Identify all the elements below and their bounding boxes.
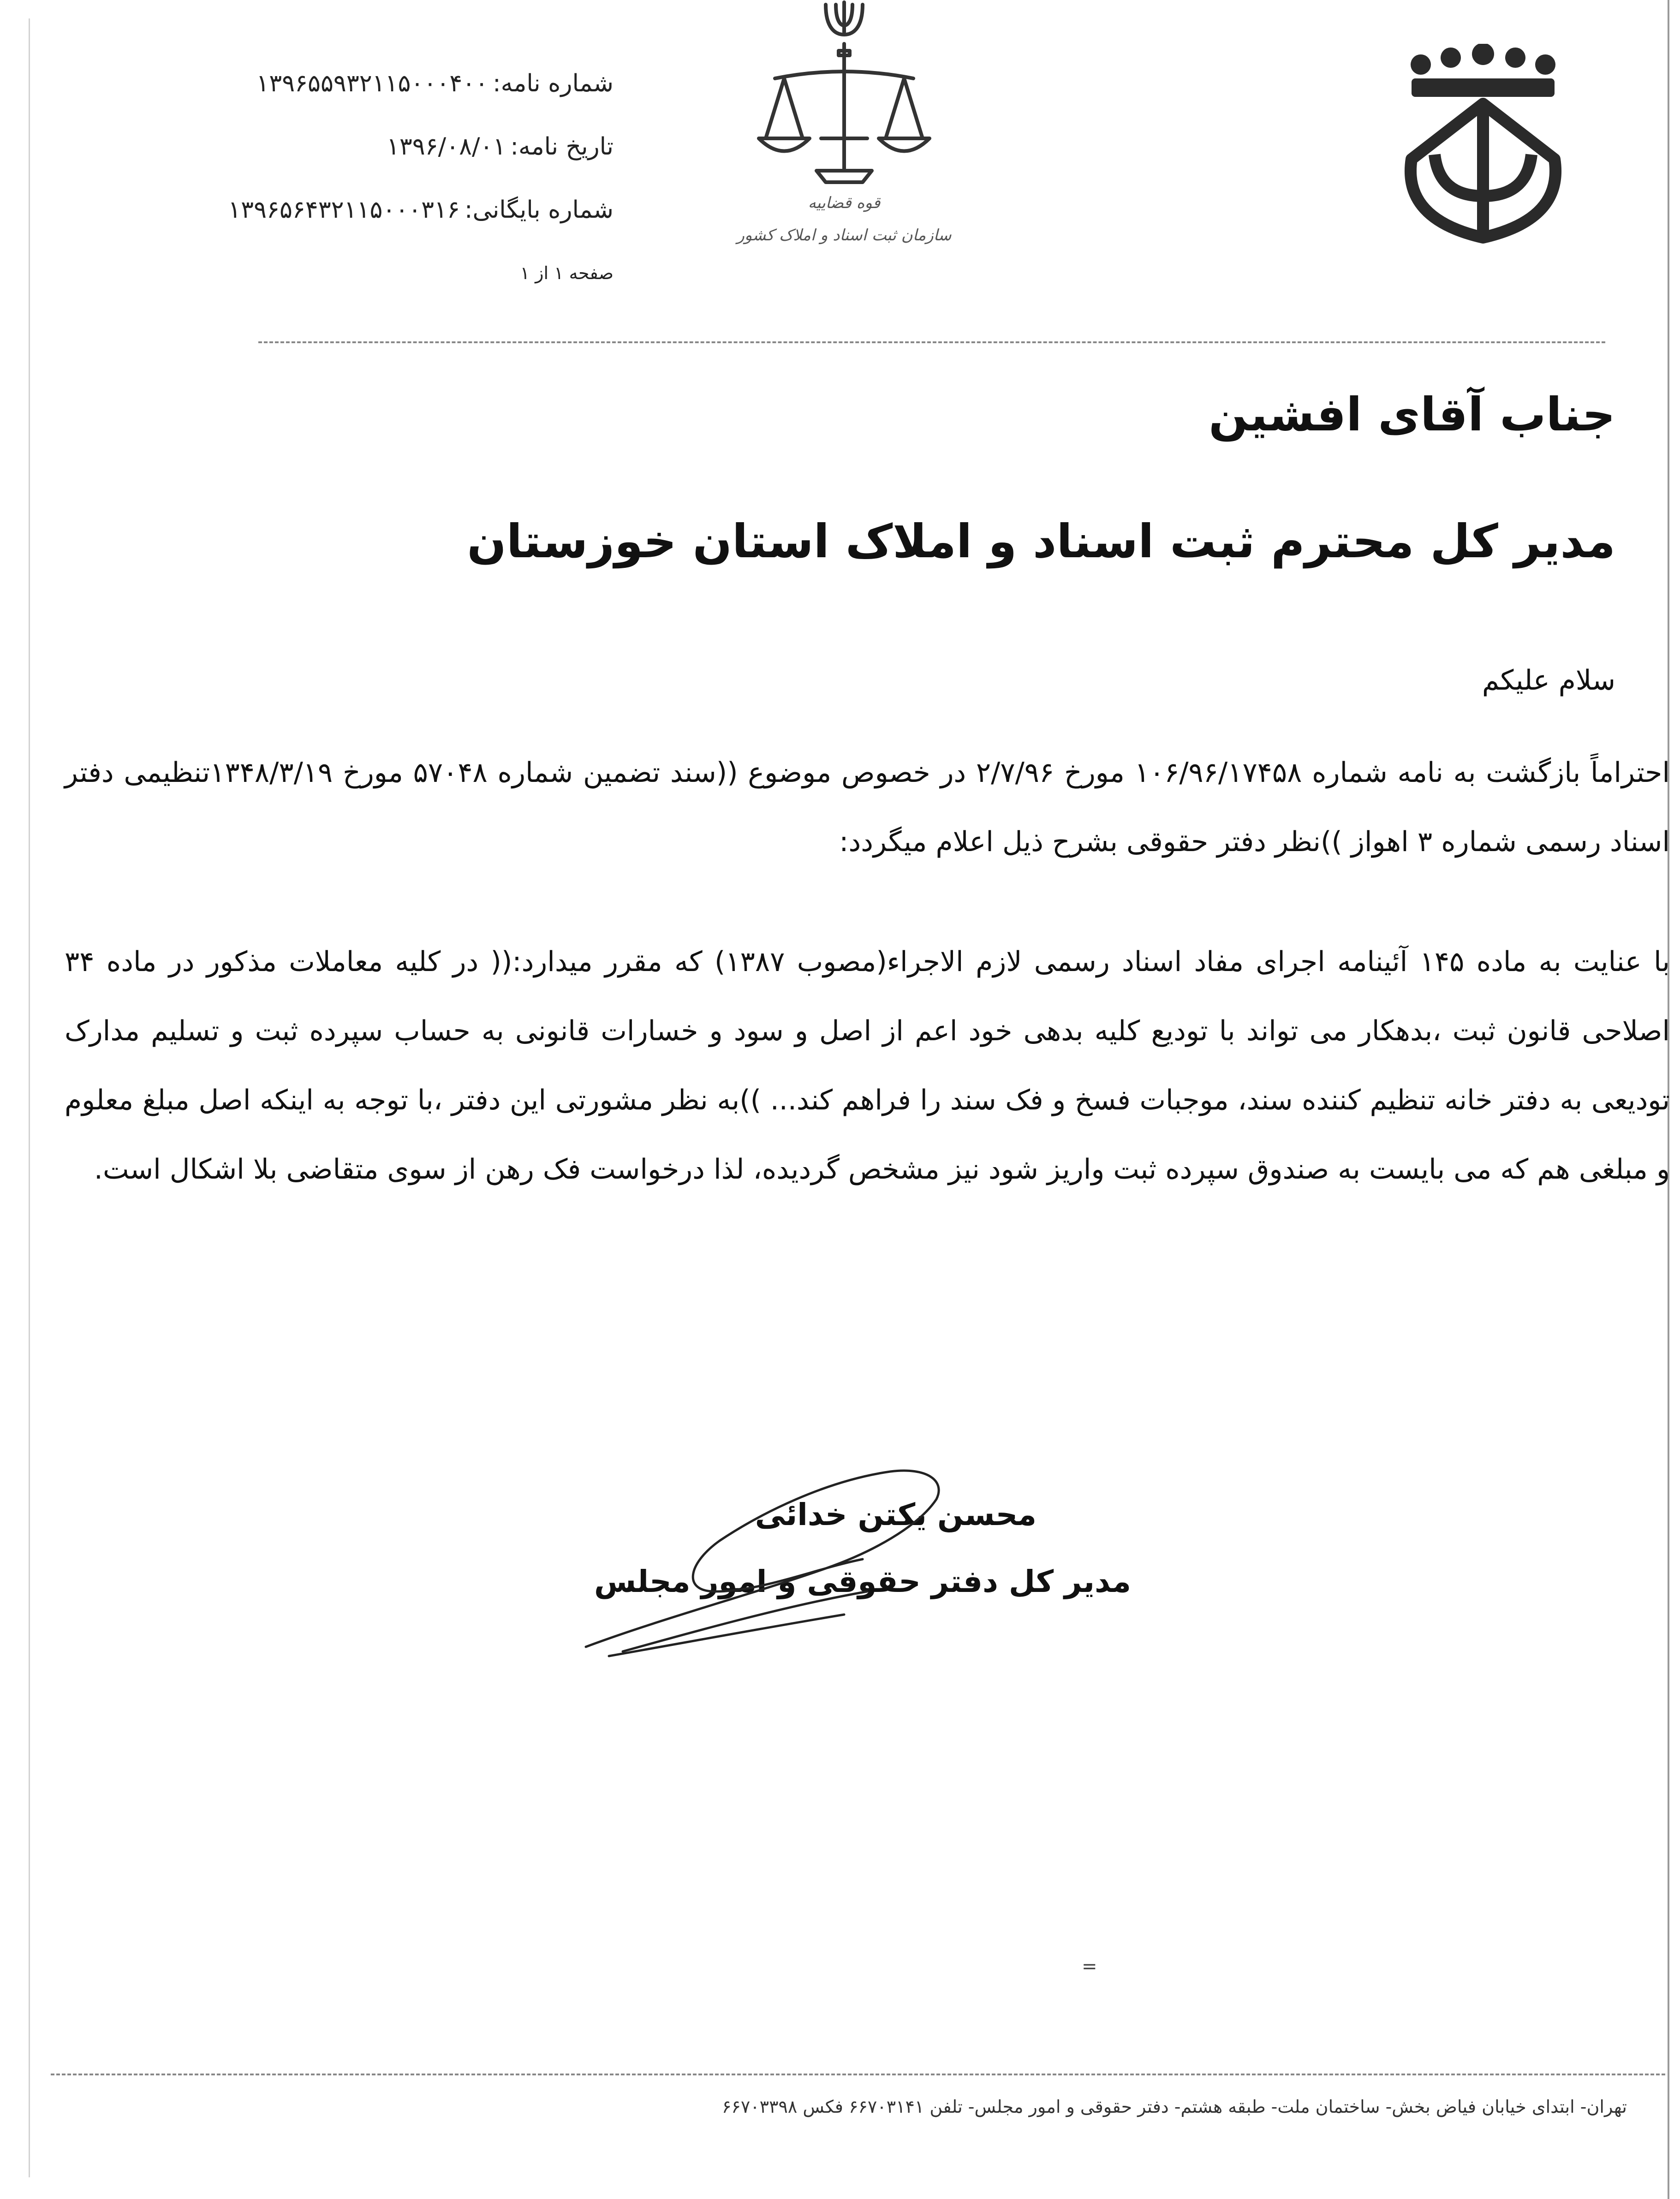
letter-number-row bbox=[69, 67, 614, 100]
page-count: صفحه ۱ از ۱ bbox=[520, 263, 614, 283]
body-paragraph-1: احتراماً بازگشت به نامه شماره ۱۰۶/۹۶/۱۷۴۵۸ مورخ ۲/۷/۹۶ در خصوص موضوع ((سند تضمین شماره ۵۷۰۴۸ مورخ ۱۳۴۸/۳/۱۹تنظیمی دفتر اسناد رسمی شماره ۳ اهواز ))نظر دفتر حقوقی بشرح ذیل اعلام میگردد: bbox=[65, 757, 1670, 858]
footer-divider bbox=[51, 2074, 1665, 2075]
signatory-title: مدیر کل دفتر حقوقی و امور مجلس bbox=[594, 1564, 1131, 1599]
page-edge-left bbox=[29, 18, 30, 2177]
footer-address: تهران- ابتدای خیابان فیاض بخش- ساختمان ملت- طبقه هشتم- دفتر حقوقی و امور مجلس- تلفن ۶۶۷۰۳۱۴۱ فکس ۶۶۷۰۳۳۹۸ bbox=[722, 2097, 1627, 2117]
emblem-line-1: قوه قضاییه bbox=[808, 194, 881, 212]
signatory-name: محسن یکتن خدائی bbox=[755, 1497, 1037, 1532]
letter-date-row bbox=[69, 130, 614, 163]
letter-date-label: تاریخ نامه: bbox=[510, 133, 614, 161]
letter-number: ۱۳۹۶۵۵۹۳۲۱۱۵۰۰۰۴۰۰ bbox=[256, 70, 489, 97]
addressee-name: جناب آقای افشین bbox=[1209, 387, 1615, 441]
archive-number-row bbox=[69, 193, 614, 226]
header-divider bbox=[258, 341, 1605, 343]
letter-meta bbox=[69, 67, 614, 290]
body-paragraph-2: با عنایت به ماده ۱۴۵ آئینامه اجرای مفاد اسناد رسمی لازم الاجراء(مصوب ۱۳۸۷) که مقرر میدارد:(( در کلیه معاملات مذکور در ماده ۳۴ اصلاحی قانون ثبت ،بدهکار می تواند با تودیع کلیه بدهی خود اعم از اصل و سود و خسارات قانونی به حساب سپرده ثبت و تسلیم مدارک تودیعی به دفتر خانه تنظیم کننده سند، موجبات فسخ و فک سند را فراهم کند... ))به نظر مشورتی این دفتر ،با توجه به اینکه اصل مبلغ معلوم و مبلغی هم که می بایست به صندوق سپرده ثبت واریز شود نیز مشخص گردیده، لذا درخواست فک رهن از سوی متقاضی بلا اشکال است. bbox=[65, 946, 1670, 1186]
organization-logo-icon bbox=[1384, 44, 1582, 247]
letter-number-label: شماره نامه: bbox=[493, 70, 614, 97]
letter-date: ۱۳۹۶/۰۸/۰۱ bbox=[386, 133, 506, 161]
handwritten-signature bbox=[567, 1453, 946, 1665]
addressee-title: مدیر کل محترم ثبت اسناد و املاک استان خوزستان bbox=[467, 514, 1615, 568]
archive-number: ۱۳۹۶۵۶۴۳۲۱۱۵۰۰۰۳۱۶ bbox=[228, 196, 460, 224]
greeting: سلام علیکم bbox=[1482, 664, 1615, 697]
small-mark: = bbox=[1082, 1956, 1097, 1977]
emblem-line-2: سازمان ثبت اسناد و املاک کشور bbox=[737, 226, 952, 244]
judiciary-emblem bbox=[733, 0, 955, 277]
archive-number-label: شماره بایگانی: bbox=[464, 196, 614, 224]
